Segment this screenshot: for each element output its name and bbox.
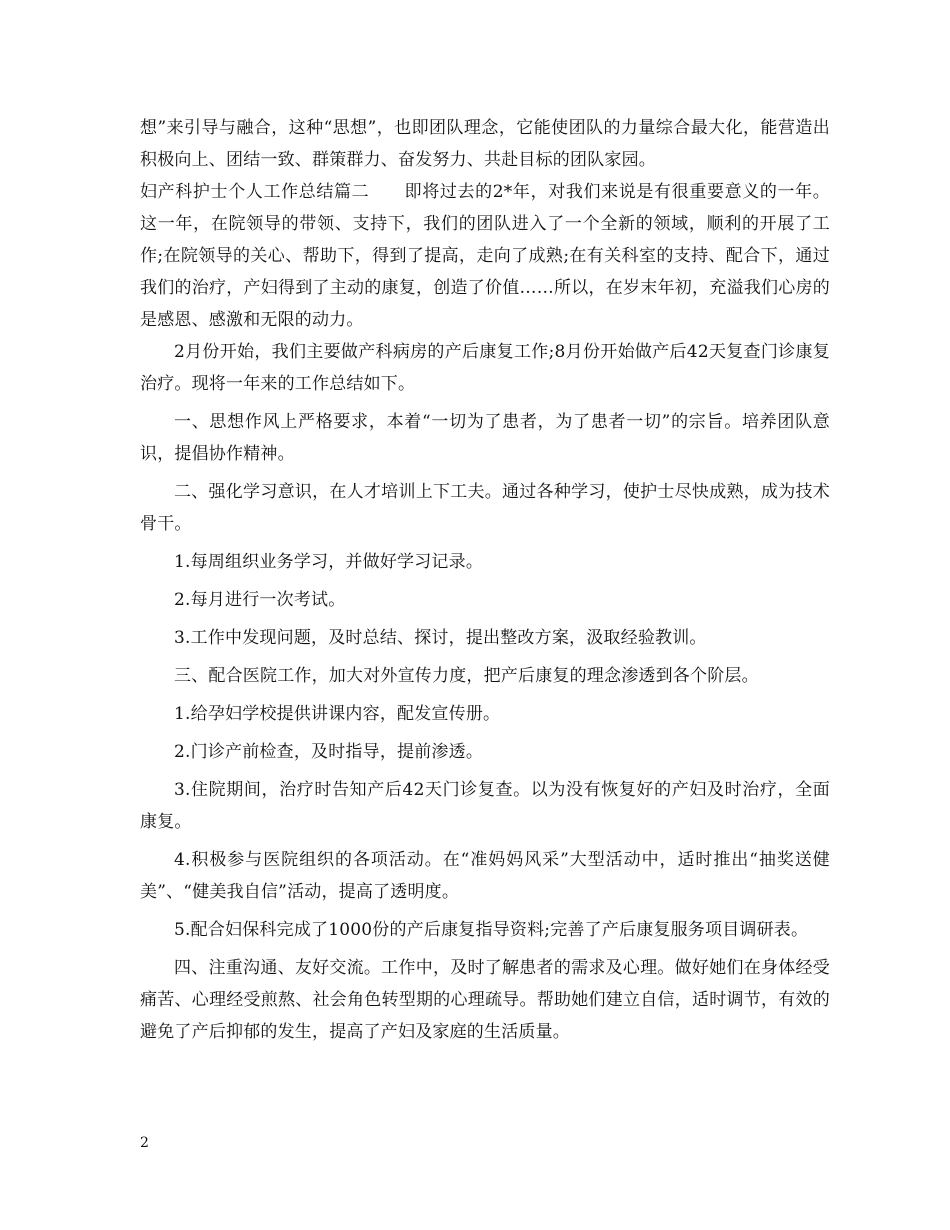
paragraph-7: 2.每月进行一次考试。 [174,590,346,610]
paragraph-6: 1.每周组织业务学习，并做好学习记录。 [174,552,484,572]
paragraph-12: 3.住院期间，治疗时告知产后42天门诊复查。以为没有恢复好的产妇及时治疗，全面康复。 [140,780,830,832]
paragraph-10: 1.给孕妇学校提供讲课内容，配发宣传册。 [174,704,501,724]
paragraph-15: 四、注重沟通、友好交流。工作中，及时了解患者的需求及心理。做好她们在身体经受痛苦、心理经受煎熬、社会角色转型期的心理疏导。帮助她们建立自信，适时调节，有效的避免了产后抑郁的发生，提高了产妇及家庭的生活质量。 [140,958,830,1042]
paragraph-2: 妇产科护士个人工作总结篇二 即将过去的2*年，对我们来说是有很重要意义的一年。这一年，在院领导的带领、支持下，我们的团队进入了一个全新的领域，顺利的开展了工作;在院领导的关心、帮助下，得到了提高，走向了成熟;在有关科室的支持、配合下，通过我们的治疗，产妇得到了主动的康复，创造了价值……所以，在岁末年初，充溢我们心房的是感恩、感激和无限的动力。 [140,182,830,330]
paragraph-14: 5.配合妇保科完成了1000份的产后康复指导资料;完善了产后康复服务项目调研表。 [174,920,809,940]
page-number: 2 [140,1135,149,1151]
paragraph-5: 二、强化学习意识，在人才培训上下工夫。通过各种学习，使护士尽快成熟，成为技术骨干。 [140,482,830,534]
document-body [140,112,830,1054]
paragraph-13: 4.积极参与医院组织的各项活动。在“准妈妈风采”大型活动中，适时推出“抽奖送健美”、“健美我自信”活动，提高了透明度。 [140,850,830,902]
paragraph-11: 2.门诊产前检查，及时指导，提前渗透。 [174,742,484,762]
paragraph-1: 想”来引导与融合，这种“思想”，也即团队理念，它能使团队的力量综合最大化，能营造出积极向上、团结一致、群策群力、奋发努力、共赴目标的团队家园。 [140,118,830,170]
paragraph-9: 三、配合医院工作，加大对外宣传力度，把产后康复的理念渗透到各个阶层。 [174,666,759,686]
paragraph-4: 一、思想作风上严格要求，本着“一切为了患者，为了患者一切”的宗旨。培养团队意识，提倡协作精神。 [140,412,830,464]
paragraph-3: 2月份开始，我们主要做产科病房的产后康复工作;8月份开始做产后42天复查门诊康复治疗。现将一年来的工作总结如下。 [140,342,830,394]
paragraph-8: 3.工作中发现问题，及时总结、探讨，提出整改方案，汲取经验教训。 [174,628,707,648]
